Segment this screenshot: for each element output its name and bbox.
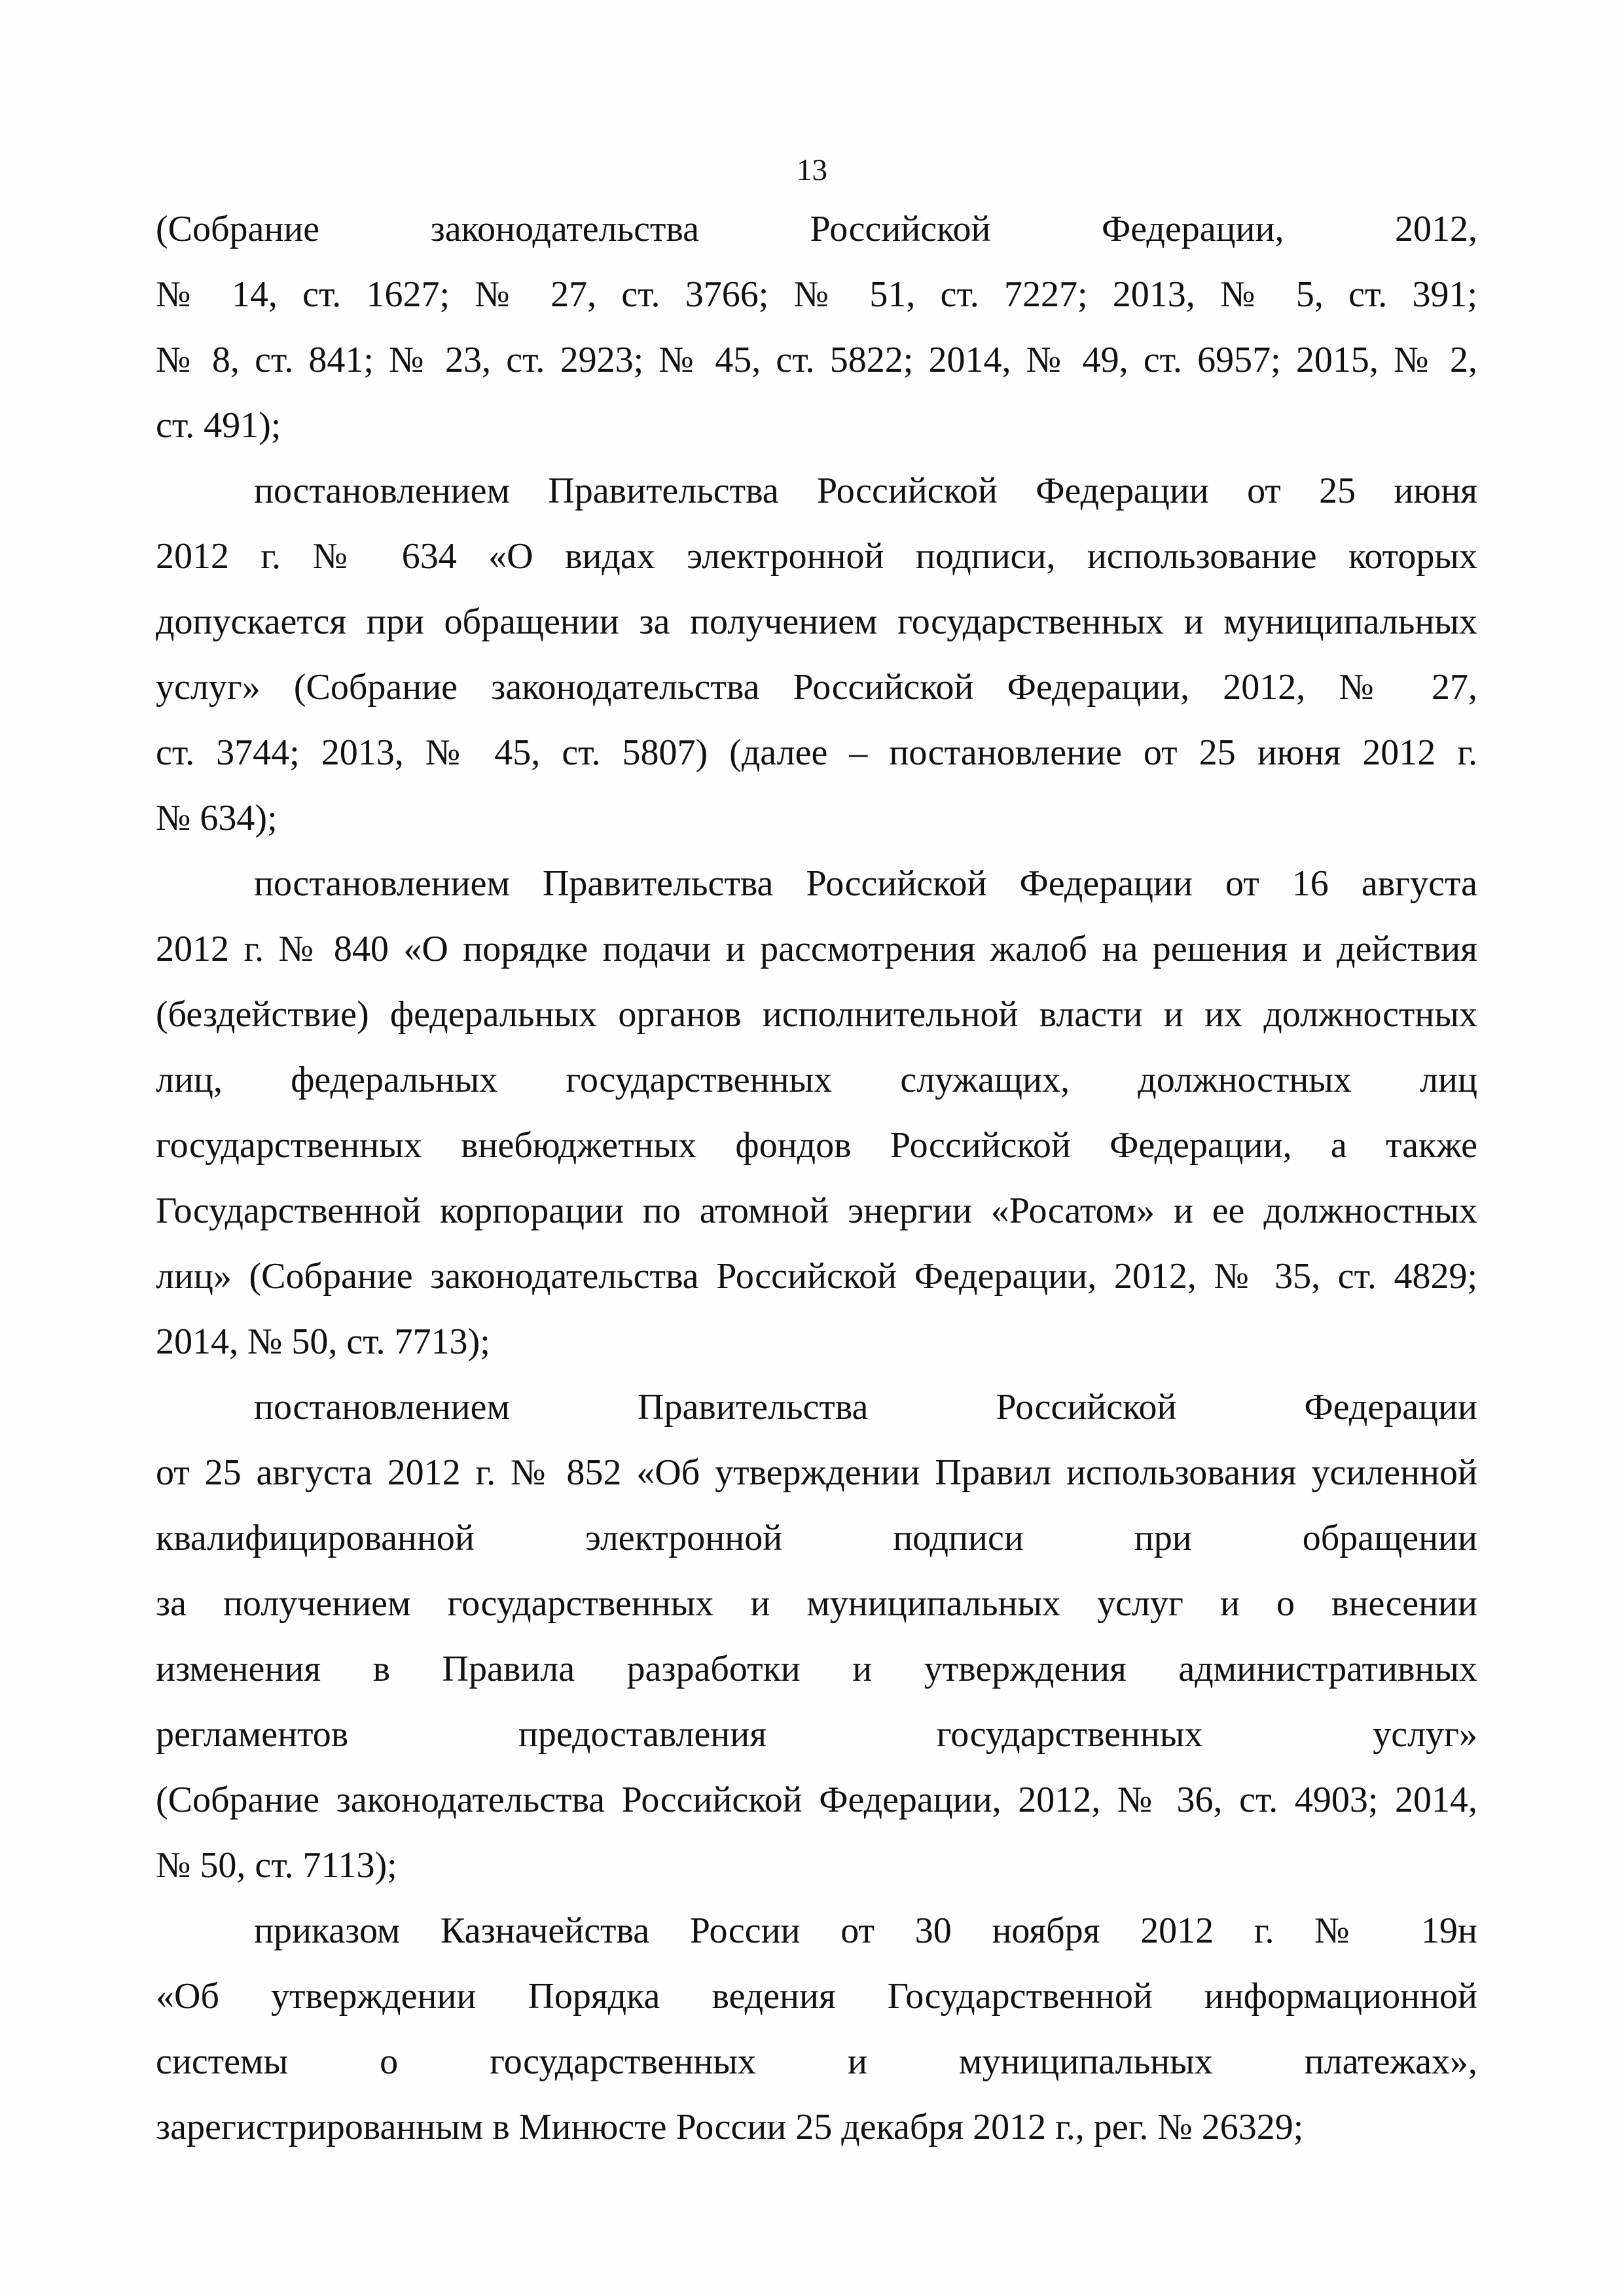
- text-line: государственных внебюджетных фондов Российской Федерации, а также: [156, 1125, 1477, 1166]
- text-line: ст. 3744; 2013, № 45, ст. 5807) (далее – постановление от 25 июня 2012 г.: [156, 732, 1477, 773]
- text-line: квалифицированной электронной подписи при обращении: [156, 1518, 1477, 1558]
- text-line: лиц, федеральных государственных служащих, должностных лиц: [156, 1060, 1477, 1100]
- text-line: приказом Казначейства России от 30 ноября 2012 г. № 19н: [254, 1910, 1477, 1951]
- text-line: системы о государственных и муниципальных платежах»,: [156, 2041, 1477, 2082]
- text-line: «Об утверждении Порядка ведения Государственной информационной: [156, 1976, 1477, 2017]
- text-line: № 14, ст. 1627; № 27, ст. 3766; № 51, ст. 7227; 2013, № 5, ст. 391;: [156, 274, 1477, 315]
- text-line: услуг» (Собрание законодательства Российской Федерации, 2012, № 27,: [156, 667, 1477, 708]
- text-line: (Собрание законодательства Российской Федерации, 2012, № 36, ст. 4903; 2014,: [156, 1780, 1477, 1820]
- text-line: допускается при обращении за получением государственных и муниципальных: [156, 601, 1477, 642]
- text-line: № 50, ст. 7113);: [156, 1845, 397, 1886]
- text-line: 2012 г. № 634 «О видах электронной подписи, использование которых: [156, 536, 1477, 577]
- text-line: (Собрание законодательства Российской Федерации, 2012,: [156, 209, 1477, 249]
- text-line: 2012 г. № 840 «О порядке подачи и рассмотрения жалоб на решения и действия: [156, 929, 1477, 969]
- text-line: постановлением Правительства Российской Федерации: [254, 1387, 1477, 1427]
- paragraph-4: [156, 1374, 1477, 1898]
- text-line: от 25 августа 2012 г. № 852 «Об утверждении Правил использования усиленной: [156, 1452, 1477, 1493]
- text-line: № 8, ст. 841; № 23, ст. 2923; № 45, ст. 5822; 2014, № 49, ст. 6957; 2015, № 2,: [156, 340, 1477, 380]
- text-line: Государственной корпорации по атомной энергии «Росатом» и ее должностных: [156, 1191, 1477, 1231]
- text-line: 2014, № 50, ст. 7713);: [156, 1321, 490, 1362]
- text-line: постановлением Правительства Российской Федерации от 25 июня: [254, 471, 1477, 511]
- paragraph-5: [156, 1898, 1477, 2160]
- paragraph-3: [156, 851, 1477, 1374]
- text-line: № 634);: [156, 798, 278, 838]
- paragraph-1: [156, 196, 1477, 458]
- text-line: ст. 491);: [156, 405, 281, 446]
- page-number: 13: [797, 153, 827, 187]
- text-line: постановлением Правительства Российской Федерации от 16 августа: [254, 863, 1477, 904]
- paragraph-2: [156, 458, 1477, 851]
- document-body: [156, 196, 1477, 2160]
- text-line: (бездействие) федеральных органов исполнительной власти и их должностных: [156, 994, 1477, 1035]
- text-line: лиц» (Собрание законодательства Российской Федерации, 2012, № 35, ст. 4829;: [156, 1256, 1477, 1297]
- text-line: регламентов предоставления государственных услуг»: [156, 1714, 1477, 1755]
- text-line: зарегистрированным в Минюсте России 25 декабря 2012 г., рег. № 26329;: [156, 2107, 1304, 2147]
- text-line: за получением государственных и муниципальных услуг и о внесении: [156, 1583, 1477, 1624]
- text-line: изменения в Правила разработки и утверждения административных: [156, 1649, 1477, 1689]
